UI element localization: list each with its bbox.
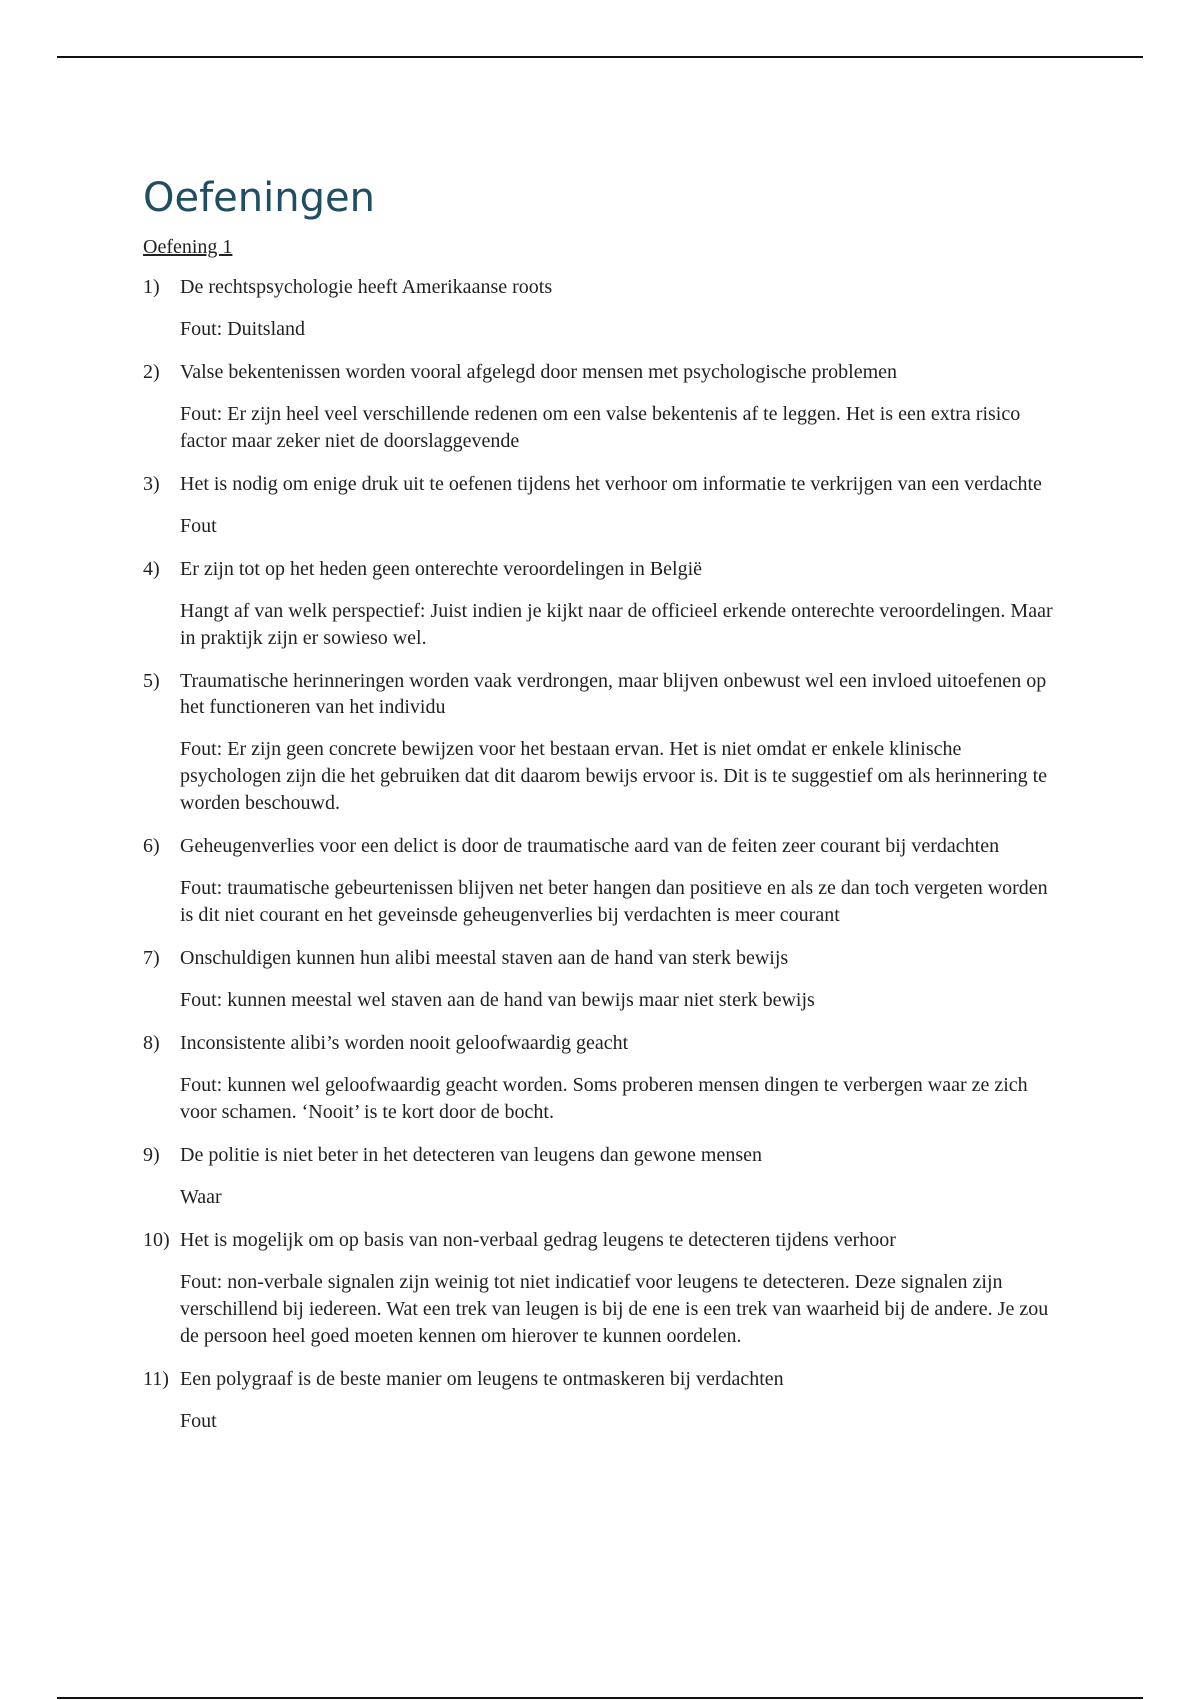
question-text: Onschuldigen kunnen hun alibi meestal staven aan de hand van sterk bewijs — [180, 947, 789, 969]
exercise-item — [143, 1227, 1063, 1350]
question — [143, 1142, 1063, 1168]
question-text: Het is nodig om enige druk uit te oefenen tijdens het verhoor om informatie te verkrijgen van een verdachte — [180, 473, 1042, 495]
question — [143, 833, 1063, 859]
question-text: Het is mogelijk om op basis van non-verbaal gedrag leugens te detecteren tijdens verhoor — [180, 1229, 896, 1251]
question — [143, 1030, 1063, 1056]
answer-text: Fout: traumatische gebeurtenissen blijven net beter hangen dan positieve en als ze dan toch vergeten worden is dit niet courant en het geveinsde geheugenverlies bij verdachten is meer courant — [180, 877, 1048, 926]
question-number: 10) — [143, 1229, 170, 1251]
question — [143, 471, 1063, 497]
answer-text: Fout: kunnen meestal wel staven aan de hand van bewijs maar niet sterk bewijs — [180, 989, 815, 1011]
answer-text: Fout: non-verbale signalen zijn weinig tot niet indicatief voor leugens te detecteren. Deze signalen zijn verschillend bij iedereen. Wat een trek van leugen is bij de ene is een trek van waarheid bij de andere. Je zou de persoon heel goed moeten kennen om hierover te kunnen oordelen. — [180, 1271, 1049, 1347]
answer-text: Waar — [180, 1186, 222, 1208]
question — [143, 1366, 1063, 1392]
question — [143, 1227, 1063, 1253]
question-text: De rechtspsychologie heeft Amerikaanse roots — [180, 276, 553, 298]
exercise-item — [143, 471, 1063, 540]
document-body — [143, 172, 1063, 1451]
question-number: 7) — [143, 947, 160, 969]
question-text: Valse bekentenissen worden vooral afgelegd door mensen met psychologische problemen — [180, 361, 898, 383]
question-number: 11) — [143, 1368, 169, 1390]
section-subheading: Oefening 1 — [143, 236, 233, 258]
question-number: 8) — [143, 1032, 160, 1054]
question-number: 3) — [143, 473, 160, 495]
exercise-item — [143, 668, 1063, 817]
question-text: Er zijn tot op het heden geen onterechte veroordelingen in België — [180, 558, 703, 580]
exercise-item — [143, 556, 1063, 652]
question-number: 4) — [143, 558, 160, 580]
question — [143, 556, 1063, 582]
answer-text: Fout: Er zijn geen concrete bewijzen voor het bestaan ervan. Het is niet omdat er enkele klinische psychologen zijn die het gebruiken dat dit daarom bewijs ervoor is. Dit is te suggestief om als herinnering te worden beschouwd. — [180, 738, 1048, 814]
question-text: Inconsistente alibi’s worden nooit geloofwaardig geacht — [180, 1032, 629, 1054]
question-text: Een polygraaf is de beste manier om leugens te ontmaskeren bij verdachten — [180, 1368, 784, 1390]
exercise-item — [143, 1366, 1063, 1435]
answer-text: Fout: Duitsland — [180, 318, 306, 340]
answer-text: Fout: kunnen wel geloofwaardig geacht worden. Soms proberen mensen dingen te verbergen waar ze zich voor schamen. ‘Nooit’ is te kort door de bocht. — [180, 1074, 1028, 1123]
page-title: Oefeningen — [143, 175, 375, 221]
exercise-item — [143, 1030, 1063, 1126]
question — [143, 274, 1063, 300]
question-number: 9) — [143, 1144, 160, 1166]
question — [143, 668, 1063, 720]
question-text: Geheugenverlies voor een delict is door de traumatische aard van de feiten zeer courant bij verdachten — [180, 835, 1000, 857]
question — [143, 359, 1063, 385]
question-number: 5) — [143, 670, 160, 692]
exercise-item — [143, 945, 1063, 1014]
answer-text: Hangt af van welk perspectief: Juist indien je kijkt naar de officieel erkende onterechte veroordelingen. Maar in praktijk zijn er sowieso wel. — [180, 600, 1053, 649]
question — [143, 945, 1063, 971]
question-number: 2) — [143, 361, 160, 383]
bottom-rule — [57, 1697, 1143, 1699]
exercise-item — [143, 1142, 1063, 1211]
question-number: 1) — [143, 276, 160, 298]
question-text: De politie is niet beter in het detecteren van leugens dan gewone mensen — [180, 1144, 763, 1166]
top-rule — [57, 56, 1143, 58]
exercise-item — [143, 359, 1063, 455]
exercise-item — [143, 274, 1063, 343]
answer-text: Fout: Er zijn heel veel verschillende redenen om een valse bekentenis af te leggen. Het is een extra risico factor maar zeker niet de doorslaggevende — [180, 403, 1021, 452]
exercise-list — [143, 274, 1063, 1435]
answer-text: Fout — [180, 515, 217, 537]
question-text: Traumatische herinneringen worden vaak verdrongen, maar blijven onbewust wel een invloed uitoefenen op het functioneren van het individu — [180, 670, 1047, 718]
answer-text: Fout — [180, 1410, 217, 1432]
exercise-item — [143, 833, 1063, 929]
question-number: 6) — [143, 835, 160, 857]
